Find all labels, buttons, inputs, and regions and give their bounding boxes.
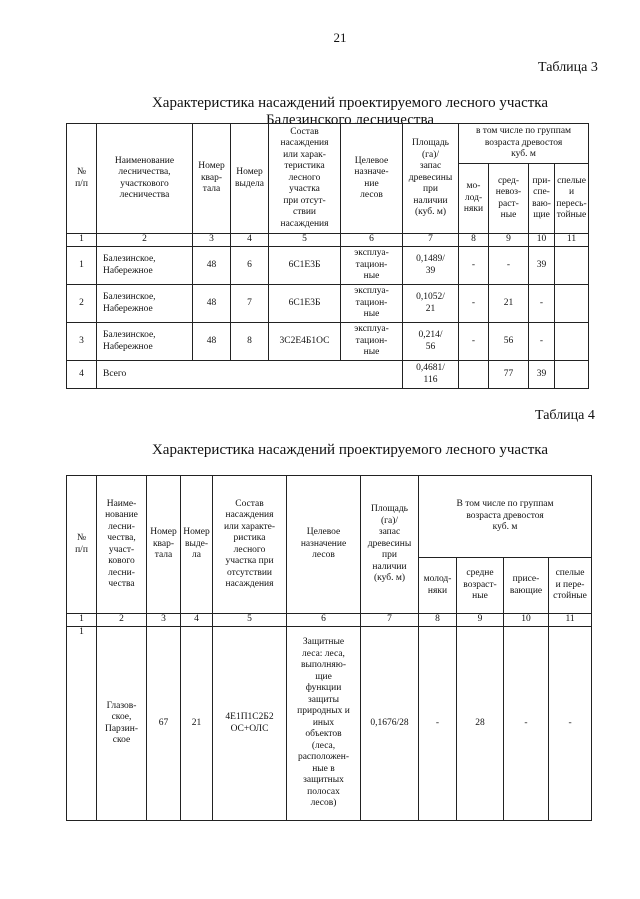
t4-idx: 8: [419, 614, 457, 627]
table3-header-row: [67, 124, 589, 164]
t3-r3-num: 3: [67, 323, 97, 361]
t3-h-middle: сред- невоз- раст- ные: [489, 164, 529, 234]
t3-h-allotment: Номер выдела: [231, 124, 269, 234]
t3-r2-mature: [555, 285, 589, 323]
t3-r3-middle: 56: [489, 323, 529, 361]
table4-index-row: [67, 614, 592, 627]
t3-r1-ripening: 39: [529, 247, 555, 285]
t4-h-mature: спелые и пере- стойные: [549, 558, 592, 614]
t3-idx: 7: [403, 234, 459, 247]
t3-total-young: [459, 361, 489, 389]
table4-title: Характеристика насаждений проектируемого лесного участка: [151, 442, 549, 458]
t3-r3-purpose: эксплуа- тацион- ные: [341, 323, 403, 361]
t3-r2-area: 0,1052/ 21: [403, 285, 459, 323]
t3-idx: 2: [97, 234, 193, 247]
table-row: [67, 285, 589, 323]
t3-total-label: Всего: [97, 361, 403, 389]
t3-r1-middle: -: [489, 247, 529, 285]
table-row: [67, 247, 589, 285]
t3-idx: 1: [67, 234, 97, 247]
table4-header-row: [67, 476, 592, 558]
table-row: [67, 323, 589, 361]
t3-r2-young: -: [459, 285, 489, 323]
table3-label: Таблица 3: [538, 60, 598, 75]
t3-r2-allotment: 7: [231, 285, 269, 323]
table3-total-row: [67, 361, 589, 389]
t3-r2-num: 2: [67, 285, 97, 323]
t4-idx: 11: [549, 614, 592, 627]
t3-total-num: 4: [67, 361, 97, 389]
t4-r1-num: 1: [67, 627, 97, 821]
table3-title-line1: Характеристика насаждений проектируемого лесного участка: [151, 95, 549, 111]
t3-r1-purpose: эксплуа- тацион- ные: [341, 247, 403, 285]
t3-h-name: Наименование лесничества, участкового лесничества: [97, 124, 193, 234]
t3-h-young: мо- лод- няки: [459, 164, 489, 234]
t3-idx: 9: [489, 234, 529, 247]
table-row: [67, 627, 592, 821]
t3-h-num: № п/п: [67, 124, 97, 234]
t3-h-area: Площадь (га)/ запас древесины при наличии (куб. м): [403, 124, 459, 234]
t3-h-quarter: Номер квар- тала: [193, 124, 231, 234]
t3-r1-composition: 6С1Е3Б: [269, 247, 341, 285]
t4-r1-area: 0,1676/28: [361, 627, 419, 821]
t3-r1-mature: [555, 247, 589, 285]
t3-idx: 5: [269, 234, 341, 247]
t4-idx: 6: [287, 614, 361, 627]
t4-idx: 4: [181, 614, 213, 627]
t3-r3-quarter: 48: [193, 323, 231, 361]
t4-idx: 7: [361, 614, 419, 627]
t3-total-ripening: 39: [529, 361, 555, 389]
t3-r2-composition: 6С1Е3Б: [269, 285, 341, 323]
t3-r3-name: Балезинское, Набережное: [97, 323, 193, 361]
t3-idx: 8: [459, 234, 489, 247]
t3-r3-composition: 3С2Е4Б1ОС: [269, 323, 341, 361]
t3-h-purpose: Целевое назначе- ние лесов: [341, 124, 403, 234]
table4-label: Таблица 4: [535, 408, 595, 423]
t4-r1-ripening: -: [504, 627, 549, 821]
t4-idx: 10: [504, 614, 549, 627]
t3-total-area: 0,4681/ 116: [403, 361, 459, 389]
t3-r1-young: -: [459, 247, 489, 285]
t3-idx: 10: [529, 234, 555, 247]
t4-h-num: № п/п: [67, 476, 97, 614]
t4-h-area: Площадь (га)/ запас древесины при наличии (куб. м): [361, 476, 419, 614]
t4-h-purpose: Целевое назначение лесов: [287, 476, 361, 614]
t3-r2-quarter: 48: [193, 285, 231, 323]
t3-r2-name: Балезинское, Набережное: [97, 285, 193, 323]
t4-r1-composition: 4Е1П1С2Б2 ОС+ОЛС: [213, 627, 287, 821]
table3-index-row: [67, 234, 589, 247]
t4-h-composition: Состав насаждения или характе- ристика лесного участка при отсутствии насаждения: [213, 476, 287, 614]
t4-h-name: Наиме- нование лесни- чества, участ- кового лесни- чества: [97, 476, 147, 614]
t3-r3-ripening: -: [529, 323, 555, 361]
t4-h-middle: средне возраст- ные: [457, 558, 504, 614]
t3-h-ripening: при- спе- ваю- щие: [529, 164, 555, 234]
t3-r3-area: 0,214/ 56: [403, 323, 459, 361]
t3-h-group: в том числе по группам возраста древостоя куб. м: [459, 124, 589, 164]
t4-idx: 1: [67, 614, 97, 627]
t4-r1-quarter: 67: [147, 627, 181, 821]
t3-h-mature: спелые и пересь- тойные: [555, 164, 589, 234]
t3-r1-quarter: 48: [193, 247, 231, 285]
t4-r1-middle: 28: [457, 627, 504, 821]
t3-r3-mature: [555, 323, 589, 361]
t3-r1-num: 1: [67, 247, 97, 285]
t3-idx: 11: [555, 234, 589, 247]
t4-idx: 9: [457, 614, 504, 627]
t3-r2-purpose: эксплуа- тацион- ные: [341, 285, 403, 323]
page-number: 21: [333, 30, 347, 45]
t4-h-group: В том числе по группам возраста древостоя куб. м: [419, 476, 592, 558]
t4-r1-purpose: Защитные леса: леса, выполняю- щие функции защиты природных и иных объектов (леса, расположен- ные в защитных полосах лесов): [287, 627, 361, 821]
t4-idx: 5: [213, 614, 287, 627]
table4: [66, 475, 592, 821]
table3: [66, 123, 589, 389]
t3-r1-allotment: 6: [231, 247, 269, 285]
t4-r1-mature: -: [549, 627, 592, 821]
t4-r1-young: -: [419, 627, 457, 821]
t3-r3-young: -: [459, 323, 489, 361]
t3-r1-area: 0,1489/ 39: [403, 247, 459, 285]
t4-r1-allotment: 21: [181, 627, 213, 821]
t3-r2-ripening: -: [529, 285, 555, 323]
t3-r1-name: Балезинское, Набережное: [97, 247, 193, 285]
t4-idx: 3: [147, 614, 181, 627]
t4-h-ripening: присе- вающие: [504, 558, 549, 614]
t4-h-quarter: Номер квар- тала: [147, 476, 181, 614]
t3-idx: 6: [341, 234, 403, 247]
t3-total-mature: [555, 361, 589, 389]
t4-h-allotment: Номер выде- ла: [181, 476, 213, 614]
t4-idx: 2: [97, 614, 147, 627]
t3-idx: 4: [231, 234, 269, 247]
t3-r2-middle: 21: [489, 285, 529, 323]
t3-r3-allotment: 8: [231, 323, 269, 361]
t3-h-composition: Состав насаждения или харак- теристика лесного участка при отсут- ствии насаждения: [269, 124, 341, 234]
t4-r1-name: Глазов- ское, Парзин- ское: [97, 627, 147, 821]
table3-title-line2: Балезинского лесничества: [266, 112, 434, 128]
t4-h-young: молод- няки: [419, 558, 457, 614]
t3-total-middle: 77: [489, 361, 529, 389]
t3-idx: 3: [193, 234, 231, 247]
